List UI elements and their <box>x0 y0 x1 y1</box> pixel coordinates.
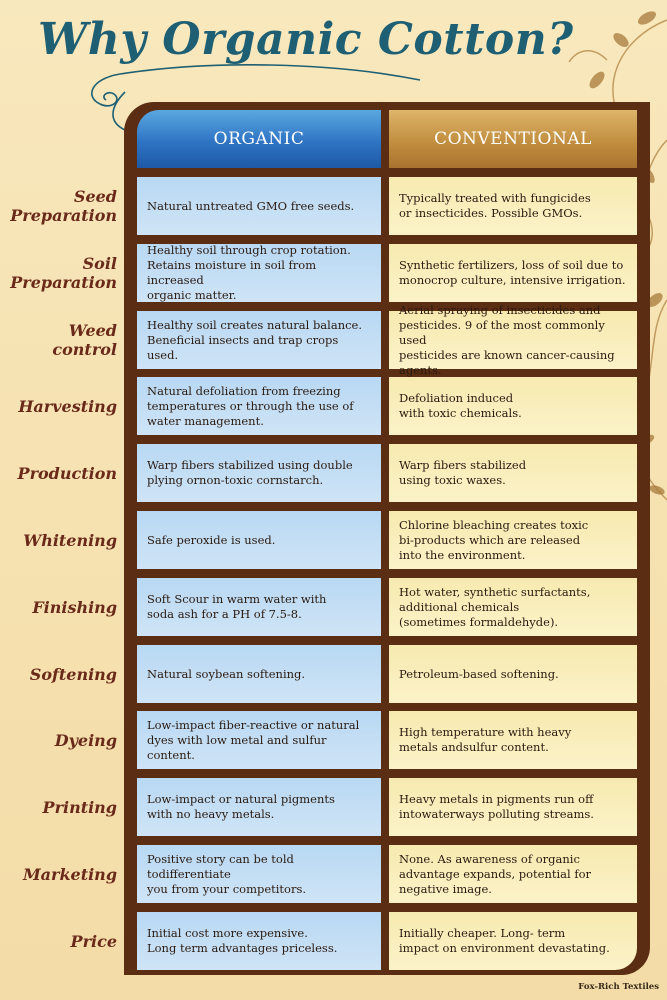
conventional-cell-text: Synthetic fertilizers, loss of soil due to monocrop culture, intensive irrigation. <box>399 258 626 287</box>
organic-cell <box>137 778 381 836</box>
conventional-cell <box>389 711 637 769</box>
conventional-cell <box>389 778 637 836</box>
conventional-cell <box>389 845 637 903</box>
conventional-cell-text: Defoliation induced with toxic chemicals. <box>399 391 522 420</box>
conventional-cell <box>389 912 637 970</box>
row-label: Seed Preparation <box>10 187 117 225</box>
row-label: Price <box>70 931 117 951</box>
conventional-cell <box>389 377 637 435</box>
conventional-cell-text: Chlorine bleaching creates toxic bi-products which are released into the environment. <box>399 517 589 562</box>
conventional-cell <box>389 177 637 235</box>
conventional-cell-text: Hot water, synthetic surfactants, additional chemicals (sometimes formaldehyde). <box>399 584 591 629</box>
conventional-cell-text: Warp fibers stabilized using toxic waxes. <box>399 458 527 487</box>
conventional-cell <box>389 645 637 703</box>
row-label: Printing <box>42 797 117 817</box>
organic-cell-text: Warp fibers stabilized using double plying ornon-toxic cornstarch. <box>147 458 353 487</box>
organic-cell <box>137 711 381 769</box>
row-label: Production <box>17 463 117 483</box>
credit-text: Fox-Rich Textiles <box>578 982 659 992</box>
conventional-cell-text: Aerial spraying of insecticides and pesticides. 9 of the most commonly used pesticides are known cancer-causing agents. <box>399 302 615 377</box>
organic-cell <box>137 511 381 569</box>
conventional-column-header: CONVENTIONAL <box>389 110 637 168</box>
organic-cell <box>137 444 381 502</box>
row-label: Harvesting <box>18 396 117 416</box>
organic-cell <box>137 645 381 703</box>
organic-cell-text: Low-impact fiber-reactive or natural dyes with low metal and sulfur content. <box>147 717 360 762</box>
conventional-cell <box>389 244 637 302</box>
organic-cell-text: Low-impact or natural pigments with no heavy metals. <box>147 792 335 821</box>
organic-cell <box>137 845 381 903</box>
row-label: Softening <box>29 664 117 684</box>
row-label: Whitening <box>23 530 117 550</box>
organic-cell <box>137 177 381 235</box>
organic-cell <box>137 377 381 435</box>
page-title: Why Organic Cotton? <box>38 14 574 65</box>
conventional-cell-text: Typically treated with fungicides or insecticides. Possible GMOs. <box>399 191 591 220</box>
conventional-cell-text: Petroleum-based softening. <box>399 666 559 681</box>
organic-cell-text: Natural defoliation from freezing temperatures or through the use of water management. <box>147 383 354 428</box>
organic-cell-text: Healthy soil creates natural balance. Beneficial insects and trap crops used. <box>147 317 363 362</box>
organic-cell <box>137 578 381 636</box>
row-label: Dyeing <box>54 730 117 750</box>
organic-cell-text: Safe peroxide is used. <box>147 532 276 547</box>
organic-cell-text: Natural untreated GMO free seeds. <box>147 198 355 213</box>
conventional-cell-text: Heavy metals in pigments run off intowaterways polluting streams. <box>399 792 594 821</box>
row-label: Weed control <box>52 321 117 359</box>
row-label: Marketing <box>22 864 117 884</box>
organic-column-header: ORGANIC <box>137 110 381 168</box>
conventional-cell-text: None. As awareness of organic advantage expands, potential for negative image. <box>399 851 592 896</box>
organic-cell <box>137 311 381 369</box>
conventional-cell-text: Initially cheaper. Long- term impact on environment devastating. <box>399 926 610 955</box>
row-label: Finishing <box>32 597 117 617</box>
organic-cell-text: Natural soybean softening. <box>147 666 306 681</box>
conventional-cell <box>389 444 637 502</box>
organic-cell <box>137 912 381 970</box>
conventional-cell <box>389 302 637 377</box>
organic-cell-text: Positive story can be told todifferentiate you from your competitors. <box>147 851 307 896</box>
organic-cell-text: Soft Scour in warm water with soda ash for a PH of 7.5-8. <box>147 592 327 621</box>
row-label: Soil Preparation <box>10 254 117 292</box>
organic-cell-text: Healthy soil through crop rotation. Retains moisture in soil from increased organic matter. <box>147 243 351 302</box>
organic-cell <box>137 244 381 302</box>
conventional-cell <box>389 578 637 636</box>
conventional-cell-text: High temperature with heavy metals andsulfur content. <box>399 725 572 754</box>
organic-cell-text: Initial cost more expensive. Long term advantages priceless. <box>147 926 338 955</box>
conventional-cell <box>389 511 637 569</box>
